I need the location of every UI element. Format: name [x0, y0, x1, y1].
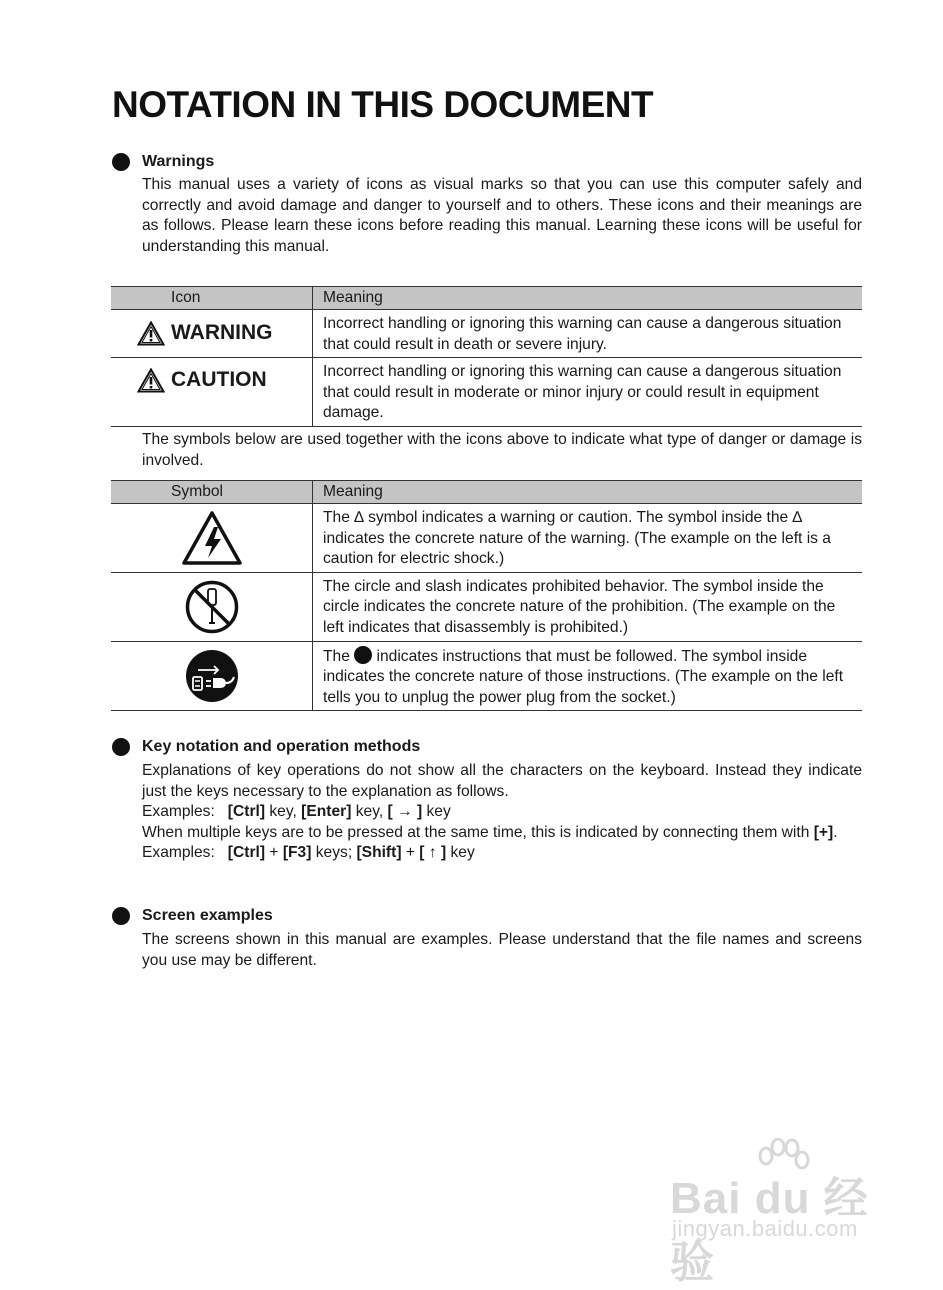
symbol-cell: [111, 504, 313, 573]
symbol-table: [111, 480, 862, 711]
icon-column-header: Icon: [111, 287, 313, 310]
caution-triangle-icon: [137, 368, 165, 393]
table-row: [111, 641, 862, 711]
unplug-meaning-post: indicates instructions that must be followed. The symbol inside indicates the concrete nature of those instructions. (The example on the left tells you to unplug the power plug from the socket.): [323, 647, 844, 706]
key-notation-heading: [112, 737, 862, 757]
warning-meaning: Incorrect handling or ignoring this warning can cause a dangerous situation that could result in death or severe injury.: [313, 310, 863, 358]
warning-signal-cell: [111, 310, 313, 358]
page-title: NOTATION IN THIS DOCUMENT: [112, 84, 654, 125]
key-example-1: Examples: [Ctrl] key, [Enter] key, [ → ] key: [142, 803, 451, 821]
table-row: [111, 504, 862, 573]
key-notation-section: [112, 737, 862, 864]
watermark-brand: Bai du 经验: [670, 1174, 869, 1287]
symbols-intro-section: [112, 430, 862, 471]
symbol-cell: [111, 572, 313, 641]
baidu-watermark: [668, 1146, 898, 1287]
caution-meaning: Incorrect handling or ignoring this warning can cause a dangerous situation that could result in moderate or minor injury or could result in equipment damage.: [313, 358, 863, 427]
bullet-icon: [112, 907, 130, 925]
key-example-2: Examples: [Ctrl] + [F3] keys; [Shift] + [ ↑ ] key: [142, 844, 475, 862]
unplug-meaning: [313, 641, 863, 711]
warnings-heading-text: Warnings: [142, 153, 215, 170]
no-disassembly-meaning: The circle and slash indicates prohibited behavior. The symbol inside the circle indicates the concrete nature of the prohibition. (The example on the left indicates that disassembly is prohibited.): [313, 572, 863, 641]
key-notation-heading-text: Key notation and operation methods: [142, 738, 421, 755]
meaning-column-header: Meaning: [313, 287, 863, 310]
meaning-column-header: Meaning: [313, 481, 863, 504]
icon-table-header: [111, 287, 862, 310]
warnings-section: [112, 152, 862, 257]
no-disassembly-icon: [184, 579, 240, 635]
screen-examples-body: The screens shown in this manual are examples. Please understand that the file names and screens you use may be different.: [142, 931, 862, 969]
unplug-icon: [184, 648, 240, 704]
screen-examples-heading: [112, 906, 862, 926]
screen-examples-heading-text: Screen examples: [142, 907, 273, 924]
electric-shock-meaning: The ∆ symbol indicates a warning or caution. The symbol inside the ∆ indicates the concrete nature of the warning. (The example on the left is a caution for electric shock.): [313, 504, 863, 573]
symbol-cell: [111, 641, 313, 711]
watermark-url: jingyan.baidu.com: [672, 1216, 858, 1241]
table-row: [111, 310, 862, 358]
unplug-meaning-pre: The: [323, 647, 355, 665]
key-notation-text-1: Explanations of key operations do not show all the characters on the keyboard. Instead they indicate just the keys necessary to the explanation as follows.: [142, 762, 862, 800]
warnings-heading: [112, 152, 862, 172]
icon-table: [111, 286, 862, 427]
symbol-column-header: Symbol: [111, 481, 313, 504]
bullet-icon: [112, 738, 130, 756]
warning-label: WARNING: [171, 321, 273, 345]
warnings-body: This manual uses a variety of icons as visual marks so that you can use this computer safely and correctly and avoid damage and danger to yourself and to others. These icons and their meanings are as follows. Please learn these icons before reading this manual. Learning these icons will be useful for understanding this manual.: [142, 176, 862, 255]
caution-signal-cell: [111, 358, 313, 427]
electric-shock-icon: [181, 510, 243, 566]
screen-examples-section: [112, 906, 862, 971]
symbol-table-header: [111, 481, 862, 504]
warning-triangle-icon: [137, 321, 165, 346]
bullet-icon: [112, 153, 130, 171]
filled-circle-icon: [354, 646, 372, 664]
caution-label: CAUTION: [171, 367, 267, 391]
table-row: [111, 572, 862, 641]
key-notation-body: [142, 761, 862, 864]
symbols-intro: The symbols below are used together with the icons above to indicate what type of danger or damage is involved.: [142, 431, 862, 469]
table-row: [111, 358, 862, 427]
key-notation-text-2: When multiple keys are to be pressed at the same time, this is indicated by connecting them with [+].: [142, 823, 838, 841]
